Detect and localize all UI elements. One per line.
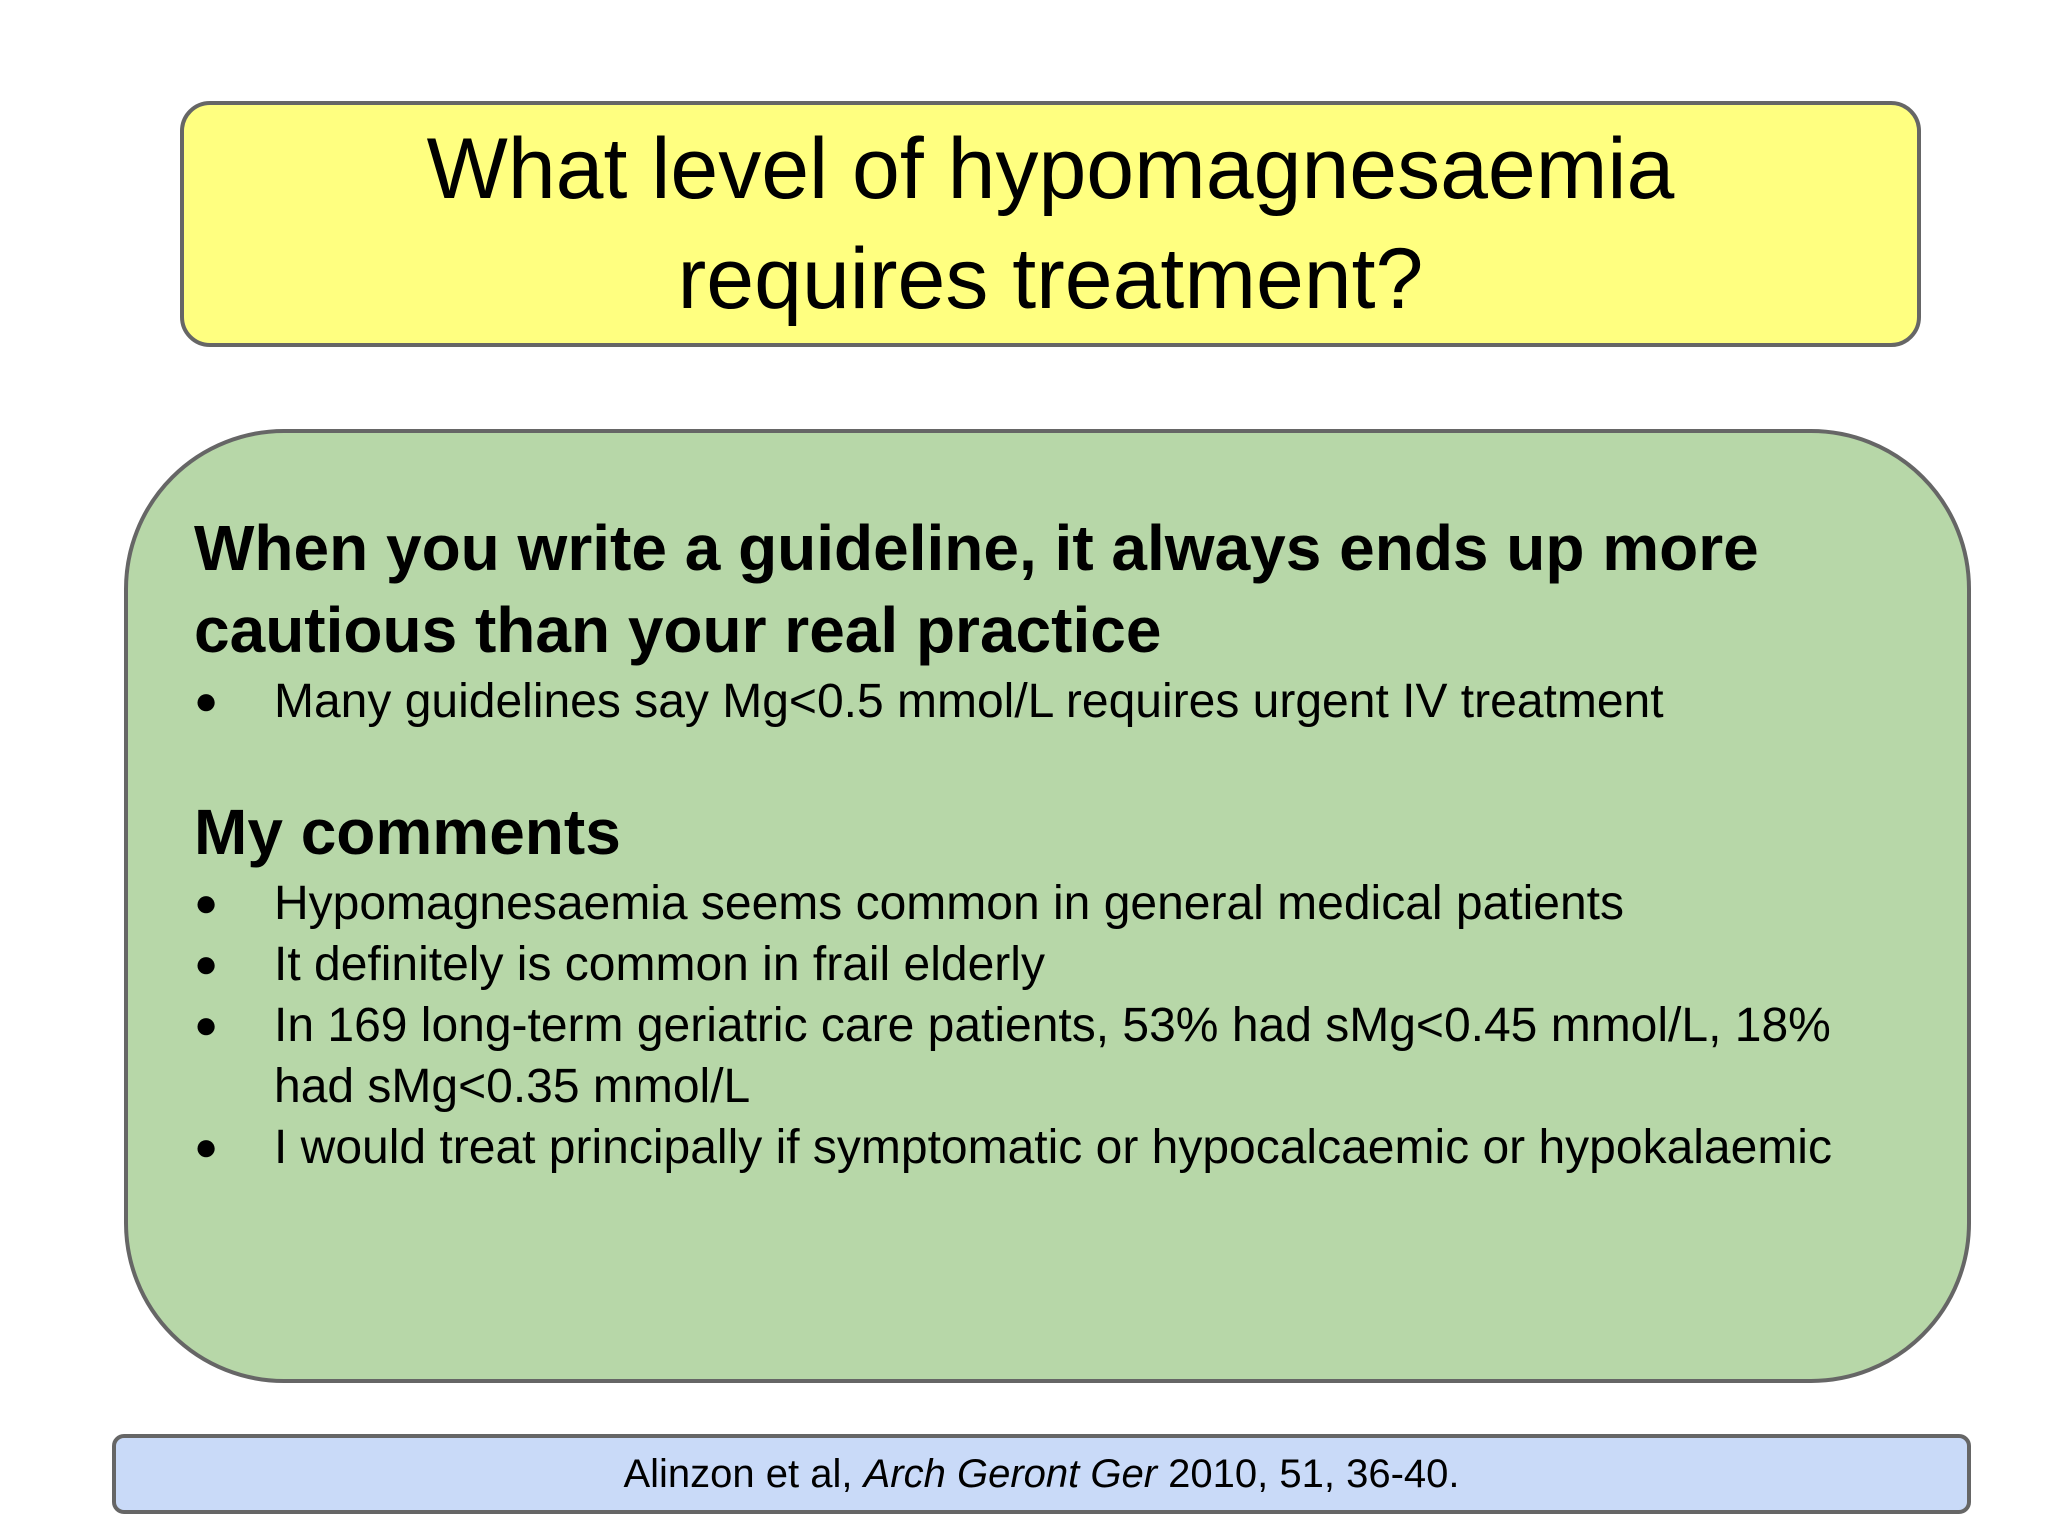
title-box [180, 101, 1921, 347]
list-item [194, 671, 1894, 732]
section-heading: My comments [194, 796, 621, 868]
bullet-icon: ● [194, 679, 219, 723]
list-item [194, 873, 1894, 934]
bullet-list [194, 671, 1894, 732]
citation-box [112, 1434, 1971, 1514]
bullet-list [194, 873, 1894, 1178]
list-item [194, 934, 1894, 995]
bullet-text: I would treat principally if symptomatic or hypocalcaemic or hypokalaemic [274, 1121, 1832, 1174]
citation-authors: Alinzon et al, [623, 1452, 864, 1496]
list-item [194, 995, 1894, 1117]
bullet-text: In 169 long-term geriatric care patients, 53% had sMg<0.45 mmol/L, 18% had sMg<0.35 mmol/L [274, 999, 1831, 1113]
comments-section [194, 791, 1894, 1178]
bullet-text: Hypomagnesaemia seems common in general medical patients [274, 877, 1624, 930]
bullet-text: It definitely is common in frail elderly [274, 938, 1045, 991]
bullet-icon: ● [194, 942, 219, 986]
section-heading: When you write a guideline, it always ends up more cautious than your real practice [194, 512, 1759, 666]
citation [623, 1450, 1459, 1498]
citation-journal: Arch Geront Ger [863, 1452, 1158, 1496]
bullet-icon: ● [194, 1125, 219, 1169]
bullet-text: Many guidelines say Mg<0.5 mmol/L requires urgent IV treatment [274, 675, 1664, 728]
bullet-icon: ● [194, 1003, 219, 1047]
guideline-section [194, 507, 1894, 732]
content-box [124, 429, 1971, 1383]
bullet-icon: ● [194, 881, 219, 925]
list-item [194, 1117, 1894, 1178]
slide-title: What level of hypomagnesaemia requires treatment? [426, 121, 1675, 327]
citation-details: 2010, 51, 36-40. [1157, 1452, 1460, 1496]
